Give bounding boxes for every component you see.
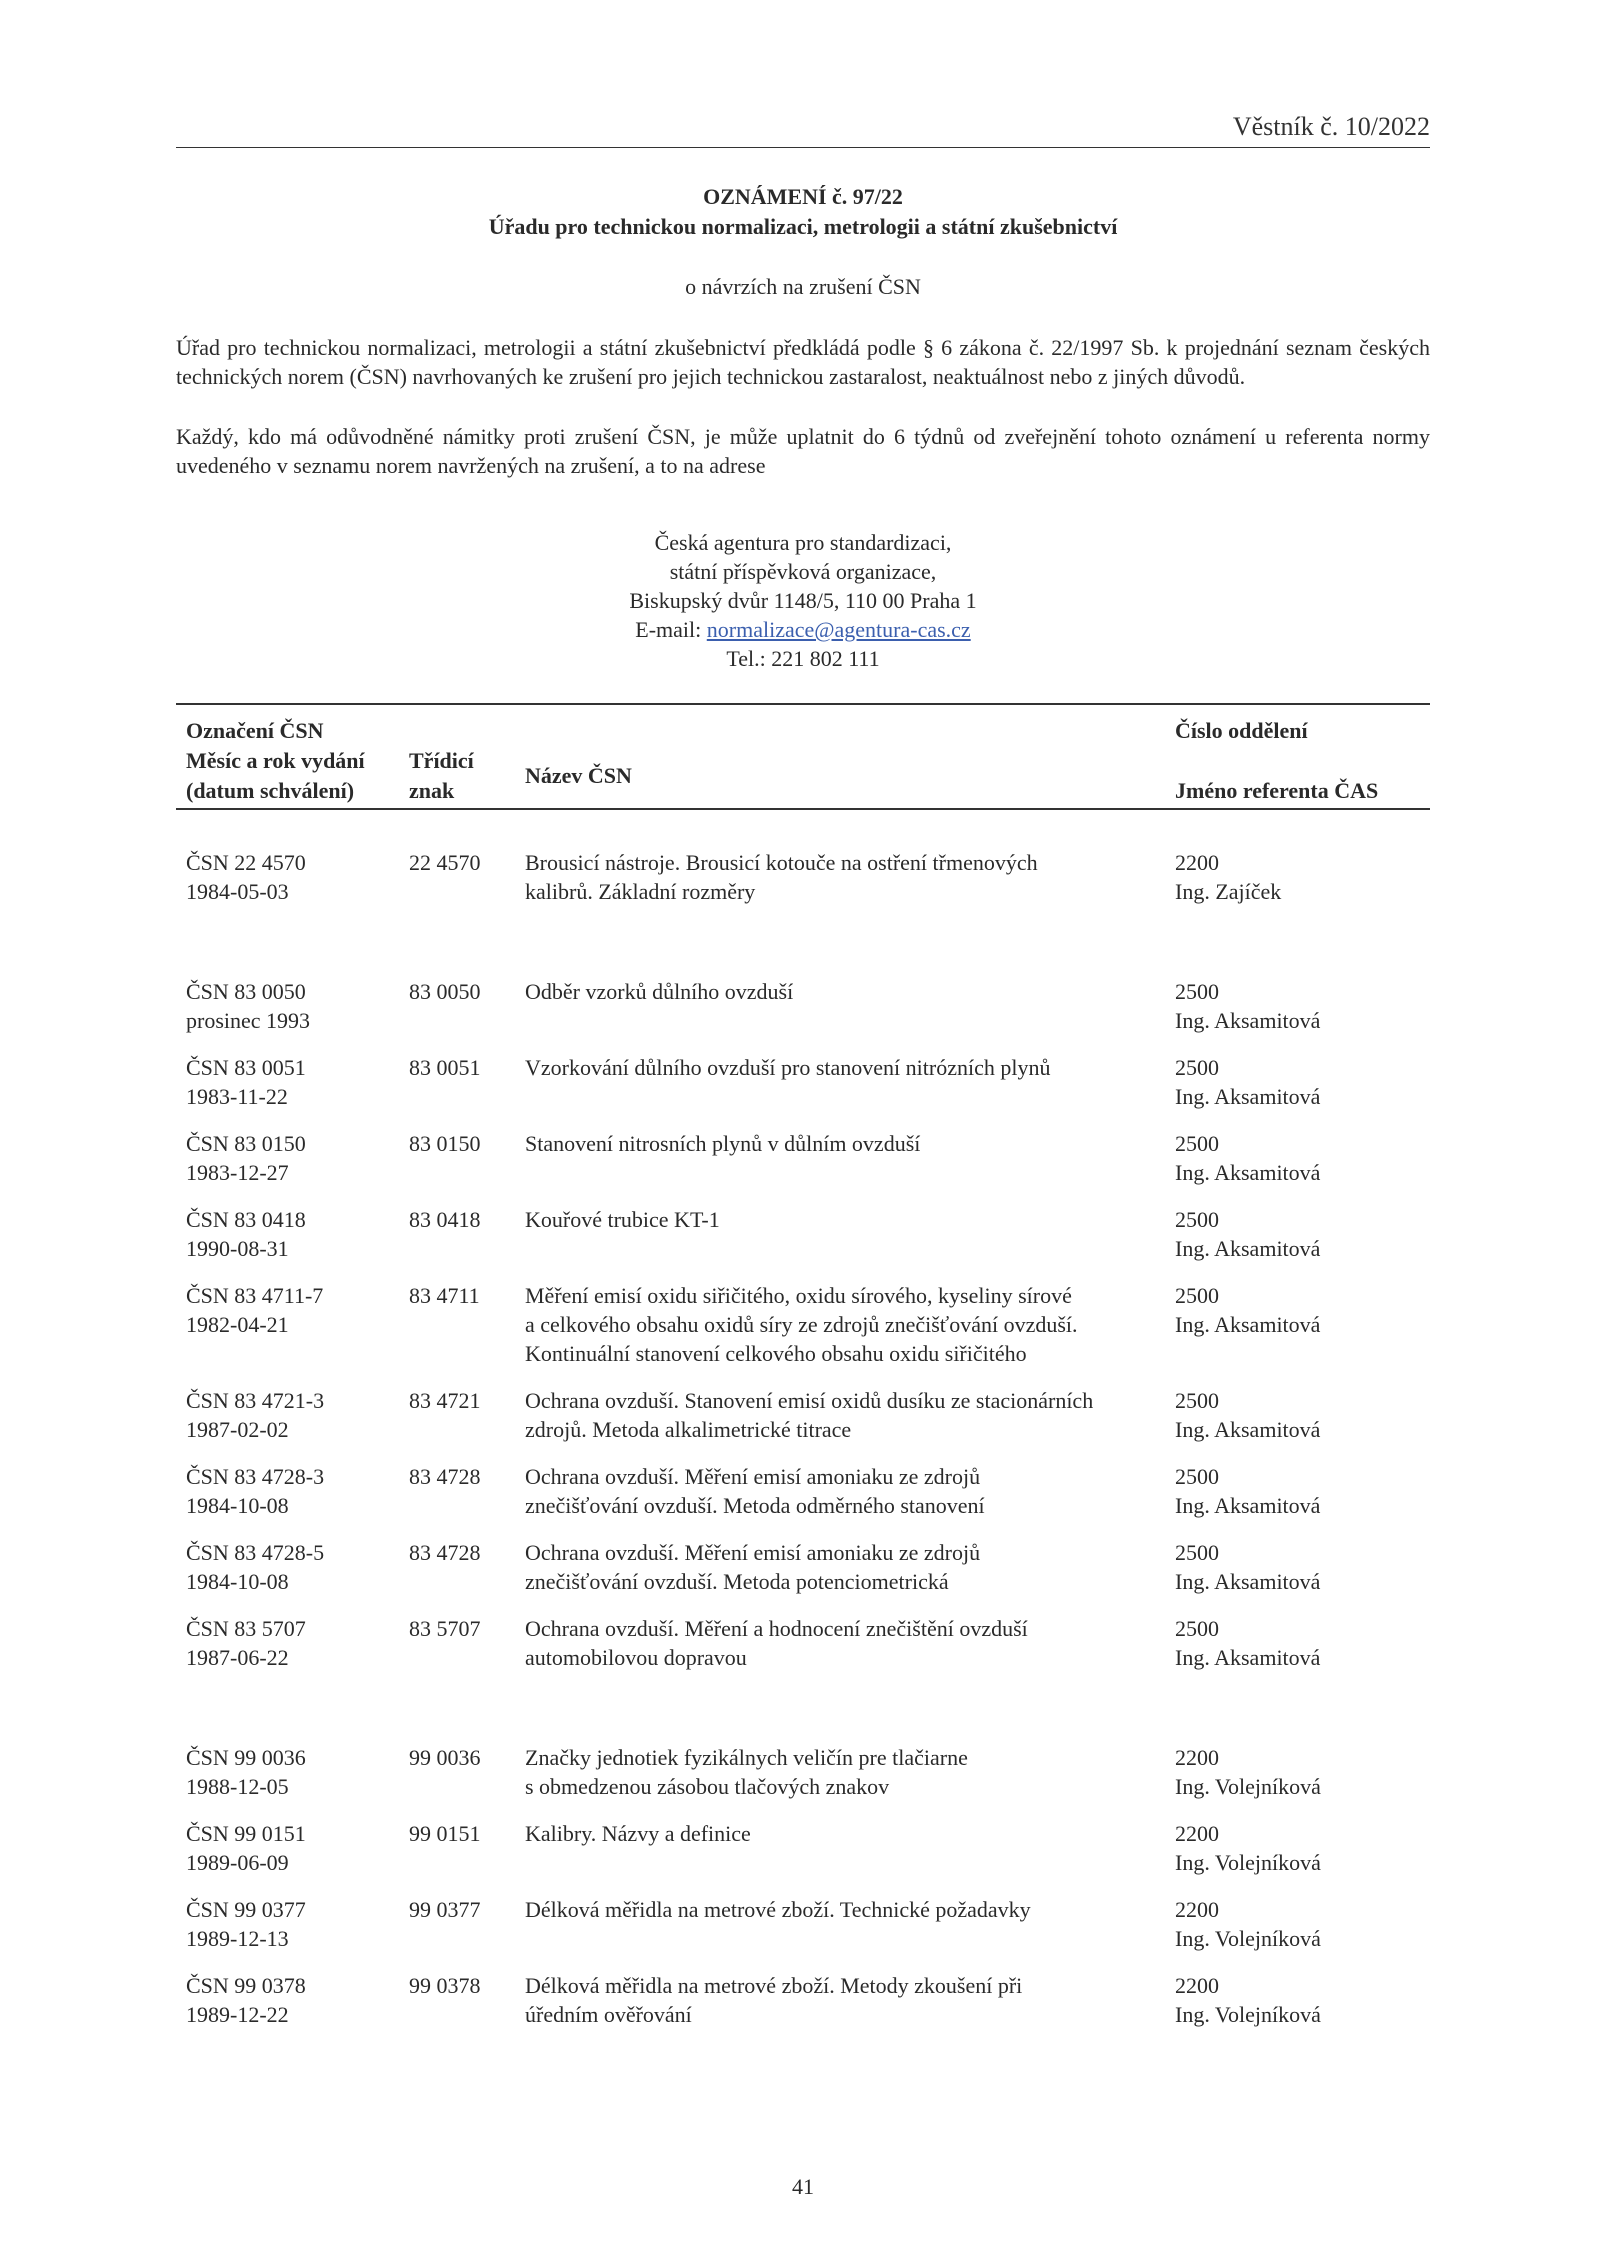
class-code-value: 83 0051 [409,1055,481,1080]
class-code-value: 99 0377 [409,1897,481,1922]
table-header [176,703,1430,810]
standard-name-line: Měření emisí oxidu siřičitého, oxidu sírového, kyseliny sírové [525,1283,1072,1308]
issue-date: 1984-10-08 [186,1569,289,1594]
standard-designation [186,977,396,1035]
standard-name [525,977,1170,1006]
address-email-line [176,615,1430,644]
email-label: E-mail: [635,617,707,642]
issue-date: prosinec 1993 [186,1008,311,1033]
standard-name [525,1819,1170,1848]
header-designation [186,716,365,806]
department-number: 2200 [1175,1745,1219,1770]
standard-name [525,848,1170,906]
header-class-code [409,746,474,806]
issue-date: 1988-12-05 [186,1774,289,1799]
standard-designation [186,1614,396,1672]
standard-name [525,1971,1170,2029]
department-number: 2500 [1175,979,1219,1004]
standard-designation [186,848,396,906]
class-code-value: 99 0036 [409,1745,481,1770]
standard-name-line: Kalibry. Názvy a definice [525,1821,751,1846]
department-number: 2200 [1175,850,1219,875]
issue-date: 1990-08-31 [186,1236,289,1261]
standard-code: ČSN 83 0150 [186,1131,306,1156]
header-class-code-line2: znak [409,778,455,803]
standard-name [525,1462,1170,1520]
standard-code: ČSN 83 4728-5 [186,1540,325,1565]
address-org-type: státní příspěvková organizace, [669,559,937,584]
announcement-title: OZNÁMENÍ č. 97/22 [703,184,903,209]
standard-name-line: Odběr vzorků důlního ovzduší [525,979,794,1004]
standard-name-line: automobilovou dopravou [525,1645,747,1670]
address-street: Biskupský dvůr 1148/5, 110 00 Praha 1 [629,588,977,613]
standard-name [525,1386,1170,1444]
header-issue-date: Měsíc a rok vydání [186,748,365,773]
department-referent [1175,1205,1425,1263]
standard-code: ČSN 83 4711-7 [186,1283,324,1308]
department-referent [1175,977,1425,1035]
referent-name: Ing. Aksamitová [1175,1493,1321,1518]
referent-name: Ing. Aksamitová [1175,1236,1321,1261]
class-code [409,977,519,1006]
department-referent [1175,1129,1425,1187]
standard-designation [186,1129,396,1187]
referent-name: Ing. Aksamitová [1175,1084,1321,1109]
department-referent [1175,848,1425,906]
department-number: 2200 [1175,1897,1219,1922]
class-code-value: 99 0151 [409,1821,481,1846]
department-referent [1175,1971,1425,2029]
issue-date: 1989-12-13 [186,1926,289,1951]
contact-address [176,528,1430,673]
standard-code: ČSN 99 0378 [186,1973,306,1998]
department-number: 2500 [1175,1283,1219,1308]
issue-date: 1983-11-22 [186,1084,288,1109]
standard-name-line: úředním ověřování [525,2002,692,2027]
standard-designation [186,1386,396,1444]
department-number: 2200 [1175,1821,1219,1846]
standard-name-line: Délková měřidla na metrové zboží. Technické požadavky [525,1897,1031,1922]
header-referent: Jméno referenta ČAS [1175,778,1379,803]
class-code [409,1129,519,1158]
standard-code: ČSN 83 0051 [186,1055,306,1080]
standard-name-line: zdrojů. Metoda alkalimetrické titrace [525,1417,852,1442]
standard-code: ČSN 83 4721-3 [186,1388,325,1413]
department-referent [1175,1743,1425,1801]
referent-name: Ing. Volejníková [1175,1926,1321,1951]
standard-name [525,1129,1170,1158]
class-code [409,1053,519,1082]
standard-name [525,1895,1170,1924]
standard-designation [186,1053,396,1111]
header-designation-line: Označení ČSN [186,718,324,743]
standard-designation [186,1895,396,1953]
department-number: 2500 [1175,1055,1219,1080]
department-referent [1175,1462,1425,1520]
standard-designation [186,1538,396,1596]
referent-name: Ing. Zajíček [1175,879,1282,904]
referent-name: Ing. Aksamitová [1175,1312,1321,1337]
announcement-subtitle: o návrzích na zrušení ČSN [685,274,921,299]
department-number: 2500 [1175,1207,1219,1232]
class-code [409,1205,519,1234]
standard-designation [186,1971,396,2029]
standard-code: ČSN 99 0377 [186,1897,306,1922]
email-link[interactable]: normalizace@agentura-cas.cz [706,617,971,642]
issue-date: 1987-06-22 [186,1645,289,1670]
class-code [409,848,519,877]
standard-code: ČSN 83 5707 [186,1616,306,1641]
standard-code: ČSN 22 4570 [186,850,306,875]
class-code [409,1386,519,1415]
standard-name-line: Brousicí nástroje. Brousicí kotouče na ostření třmenových [525,850,1038,875]
standard-name [525,1743,1170,1801]
referent-name: Ing. Volejníková [1175,1774,1321,1799]
standard-designation [186,1743,396,1801]
intro-paragraph: Úřad pro technickou normalizaci, metrologii a státní zkušebnictví předkládá podle § 6 zákona č. 22/1997 Sb. k projednání seznam českých technických norem (ČSN) navrhovaných ke zrušení pro jejich technickou zastaralost, neaktuálnost nebo z jiných důvodů. [176,335,1430,389]
standard-name [525,1281,1170,1368]
department-referent [1175,1053,1425,1111]
standard-name-line: s obmedzenou zásobou tlačových znakov [525,1774,890,1799]
referent-name: Ing. Aksamitová [1175,1569,1321,1594]
issue-date: 1987-02-02 [186,1417,289,1442]
issue-date: 1984-10-08 [186,1493,289,1518]
class-code [409,1743,519,1772]
standard-code: ČSN 99 0151 [186,1821,306,1846]
issue-date: 1989-12-22 [186,2002,289,2027]
class-code-value: 83 0418 [409,1207,481,1232]
header-standard-name: Název ČSN [525,763,632,788]
department-number: 2500 [1175,1540,1219,1565]
class-code [409,1281,519,1310]
standard-code: ČSN 83 4728-3 [186,1464,325,1489]
standard-name-line: Ochrana ovzduší. Měření emisí amoniaku ze zdrojů [525,1464,981,1489]
standard-designation [186,1819,396,1877]
department-referent [1175,1895,1425,1953]
class-code-value: 83 0150 [409,1131,481,1156]
objection-paragraph: Každý, kdo má odůvodněné námitky proti zrušení ČSN, je může uplatnit do 6 týdnů od zveřejnění tohoto oznámení u referenta normy uvedeného v seznamu norem navržených na zrušení, a to na adrese [176,424,1430,478]
class-code [409,1538,519,1567]
standard-name-line: kalibrů. Základní rozměry [525,879,756,904]
header-approval-date: (datum schválení) [186,778,355,803]
journal-title: Věstník č. 10/2022 [1232,112,1430,141]
referent-name: Ing. Volejníková [1175,1850,1321,1875]
announcement-issuer: Úřadu pro technickou normalizaci, metrologii a státní zkušebnictví [488,214,1118,239]
department-number: 2500 [1175,1616,1219,1641]
class-code-value: 83 4721 [409,1388,481,1413]
class-code-value: 83 5707 [409,1616,481,1641]
standard-name-line: Vzorkování důlního ovzduší pro stanovení nitrózních plynů [525,1055,1051,1080]
standard-name-line: Ochrana ovzduší. Měření emisí amoniaku ze zdrojů [525,1540,981,1565]
standard-designation [186,1462,396,1520]
class-code [409,1895,519,1924]
referent-name: Ing. Aksamitová [1175,1645,1321,1670]
standard-name-line: Značky jednotiek fyzikálnych veličín pre tlačiarne [525,1745,968,1770]
issue-date: 1983-12-27 [186,1160,289,1185]
department-referent [1175,1281,1425,1339]
header-class-code-line1: Třídicí [409,748,474,773]
department-number: 2500 [1175,1131,1219,1156]
header-department: Číslo oddělení [1175,718,1308,743]
issue-date: 1984-05-03 [186,879,289,904]
department-referent [1175,1538,1425,1596]
referent-name: Ing. Aksamitová [1175,1008,1321,1033]
standard-name-line: Délková měřidla na metrové zboží. Metody zkoušení při [525,1973,1023,1998]
standard-name-line: Kouřové trubice KT-1 [525,1207,720,1232]
standard-designation [186,1205,396,1263]
department-referent [1175,1819,1425,1877]
standard-name [525,1538,1170,1596]
standard-name-line: znečišťování ovzduší. Metoda potenciometrická [525,1569,949,1594]
class-code-value: 22 4570 [409,850,481,875]
standard-name [525,1205,1170,1234]
class-code [409,1971,519,2000]
referent-name: Ing. Aksamitová [1175,1160,1321,1185]
page-number: 41 [792,2174,814,2199]
class-code-value: 99 0378 [409,1973,481,1998]
standard-name-line: Stanovení nitrosních plynů v důlním ovzduší [525,1131,921,1156]
department-referent [1175,1614,1425,1672]
class-code [409,1614,519,1643]
department-number: 2200 [1175,1973,1219,1998]
standard-name-line: Ochrana ovzduší. Stanovení emisí oxidů dusíku ze stacionárních [525,1388,1094,1413]
standard-name-line: a celkového obsahu oxidů síry ze zdrojů znečišťování ovzduší. [525,1312,1078,1337]
standard-designation [186,1281,396,1339]
department-number: 2500 [1175,1388,1219,1413]
class-code-value: 83 4728 [409,1464,481,1489]
address-phone: Tel.: 221 802 111 [726,646,880,671]
standard-name-line: znečišťování ovzduší. Metoda odměrného stanovení [525,1493,985,1518]
referent-name: Ing. Volejníková [1175,2002,1321,2027]
department-number: 2500 [1175,1464,1219,1489]
department-referent [1175,1386,1425,1444]
referent-name: Ing. Aksamitová [1175,1417,1321,1442]
standard-name-line: Ochrana ovzduší. Měření a hodnocení znečištění ovzduší [525,1616,1028,1641]
standard-name-line: Kontinuální stanovení celkového obsahu oxidu siřičitého [525,1341,1027,1366]
standard-name [525,1614,1170,1672]
page-header [176,112,1430,148]
standard-code: ČSN 83 0050 [186,979,306,1004]
standard-name [525,1053,1170,1082]
issue-date: 1989-06-09 [186,1850,289,1875]
standard-code: ČSN 83 0418 [186,1207,306,1232]
class-code-value: 83 4728 [409,1540,481,1565]
standard-code: ČSN 99 0036 [186,1745,306,1770]
address-org: Česká agentura pro standardizaci, [654,530,952,555]
issue-date: 1982-04-21 [186,1312,289,1337]
class-code [409,1819,519,1848]
class-code-value: 83 4711 [409,1283,480,1308]
class-code-value: 83 0050 [409,979,481,1004]
class-code [409,1462,519,1491]
